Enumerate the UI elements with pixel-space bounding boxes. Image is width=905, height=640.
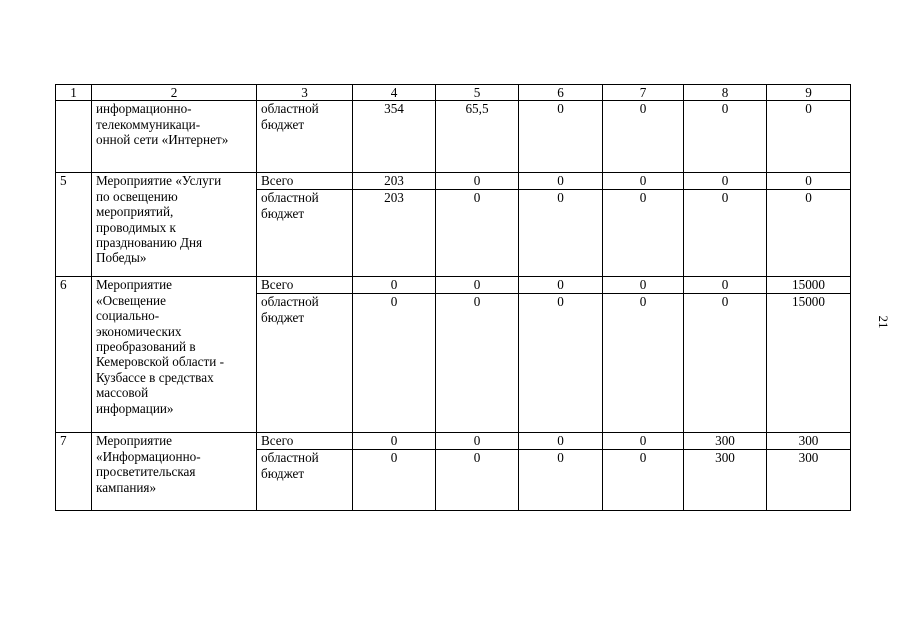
value-cell: 0	[519, 294, 603, 433]
column-header: 4	[353, 85, 436, 101]
value-cell: 300	[684, 450, 767, 511]
value-cell: 65,5	[436, 101, 519, 173]
value-cell: 0	[436, 433, 519, 450]
value-cell: 203	[353, 190, 436, 277]
value-cell: 0	[603, 173, 684, 190]
funding-source: областной бюджет	[257, 190, 353, 277]
funding-source: Всего	[257, 433, 353, 450]
value-cell: 0	[684, 101, 767, 173]
value-cell: 0	[436, 450, 519, 511]
value-cell: 0	[353, 277, 436, 294]
value-cell: 0	[519, 101, 603, 173]
column-number-row	[56, 85, 851, 101]
row-number	[56, 101, 92, 173]
activity-name: Мероприятие «Информационно- просветительская кампания»	[92, 433, 257, 511]
value-cell: 0	[603, 433, 684, 450]
value-cell: 203	[353, 173, 436, 190]
funding-source: Всего	[257, 277, 353, 294]
table-row	[56, 277, 851, 294]
column-header: 9	[767, 85, 851, 101]
value-cell: 354	[353, 101, 436, 173]
row-number: 7	[56, 433, 92, 511]
value-cell: 0	[353, 433, 436, 450]
value-cell: 300	[767, 450, 851, 511]
value-cell: 0	[436, 173, 519, 190]
column-header: 6	[519, 85, 603, 101]
value-cell: 0	[684, 277, 767, 294]
value-cell: 0	[684, 173, 767, 190]
column-header: 7	[603, 85, 684, 101]
value-cell: 300	[767, 433, 851, 450]
funding-source: областной бюджет	[257, 294, 353, 433]
value-cell: 0	[603, 101, 684, 173]
value-cell: 0	[603, 294, 684, 433]
row-number: 6	[56, 277, 92, 433]
value-cell: 0	[436, 277, 519, 294]
table-row	[56, 433, 851, 450]
funding-source: областной бюджет	[257, 101, 353, 173]
value-cell: 300	[684, 433, 767, 450]
table-row	[56, 101, 851, 173]
value-cell: 0	[519, 450, 603, 511]
value-cell: 0	[353, 294, 436, 433]
column-header: 5	[436, 85, 519, 101]
column-header: 2	[92, 85, 257, 101]
value-cell: 0	[603, 450, 684, 511]
value-cell: 0	[767, 190, 851, 277]
column-header: 1	[56, 85, 92, 101]
value-cell: 0	[519, 190, 603, 277]
activity-name: Мероприятие «Освещение социально- экономических преобразований в Кемеровской области - Кузбассе в средствах массовой информации»	[92, 277, 257, 433]
value-cell: 15000	[767, 294, 851, 433]
value-cell: 0	[436, 294, 519, 433]
activity-name: информационно- телекоммуникаци- онной сети «Интернет»	[92, 101, 257, 173]
value-cell: 0	[684, 294, 767, 433]
value-cell: 0	[436, 190, 519, 277]
column-header: 3	[257, 85, 353, 101]
column-header: 8	[684, 85, 767, 101]
value-cell: 0	[603, 190, 684, 277]
budget-table	[55, 84, 851, 511]
value-cell: 0	[519, 433, 603, 450]
funding-source: областной бюджет	[257, 450, 353, 511]
funding-source: Всего	[257, 173, 353, 190]
value-cell: 0	[353, 450, 436, 511]
value-cell: 0	[603, 277, 684, 294]
value-cell: 0	[684, 190, 767, 277]
value-cell: 0	[519, 277, 603, 294]
activity-name: Мероприятие «Услуги по освещению мероприятий, проводимых к празднованию Дня Победы»	[92, 173, 257, 277]
value-cell: 0	[519, 173, 603, 190]
table-row	[56, 173, 851, 190]
value-cell: 15000	[767, 277, 851, 294]
value-cell: 0	[767, 101, 851, 173]
row-number: 5	[56, 173, 92, 277]
value-cell: 0	[767, 173, 851, 190]
page-number: 21	[876, 315, 891, 329]
